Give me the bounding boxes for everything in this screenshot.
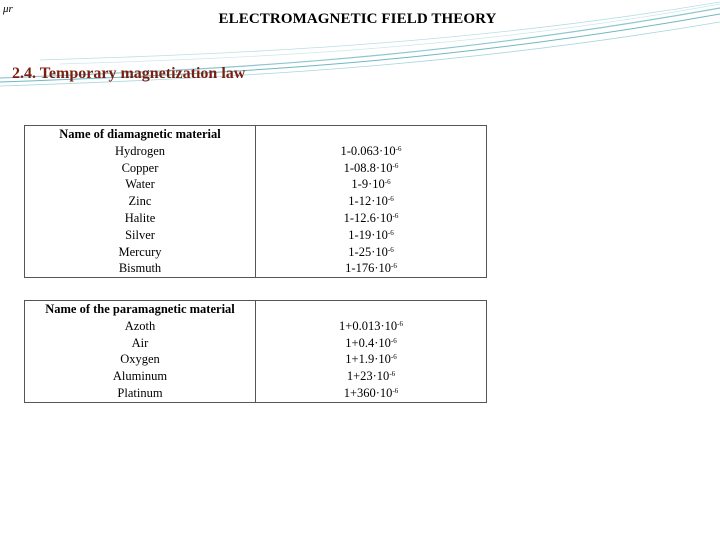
material-name: Hydrogen [115,143,165,158]
material-name: Platinum [117,385,163,400]
permeability-value: $1+23\cdot 10^{-6}$ [346,369,396,384]
material-name: Air [131,335,149,350]
material-name: Aluminum [112,369,168,384]
permeability-value: $1+1.9\cdot 10^{-6}$ [345,352,397,367]
material-name: Silver [125,227,155,242]
material-name: Copper [121,160,159,175]
permeability-value: $1-9\cdot 10^{-6}$ [351,177,391,192]
permeability-value: $1-25\cdot 10^{-6}$ [348,244,394,259]
paramagnetic-table [24,300,487,403]
table-header: Name of diamagnetic material [59,127,221,141]
material-name: Bismuth [118,261,162,276]
material-name: Water [125,177,155,192]
permeability-value: $1-176\cdot 10^{-6}$ [345,261,397,276]
material-names-cell [25,301,256,403]
diamagnetic-table [24,125,487,278]
table-row [25,126,487,278]
material-name: Halite [124,210,156,225]
permeability-value: $1-0.063\cdot 10^{-6}$ [340,143,402,158]
permeability-values-cell [256,126,487,278]
page-title: ELECTROMAGNETIC FIELD THEORY [218,11,497,27]
permeability-value: $1-19\cdot 10^{-6}$ [348,227,394,242]
material-name: Mercury [118,244,162,259]
permeability-values-cell [256,301,487,403]
permeability-value: $1+360\cdot 10^{-6}$ [343,385,399,400]
permeability-value: $1+0.4\cdot 10^{-6}$ [345,335,397,350]
material-name: Zinc [128,194,152,209]
permeability-value: $1-12.6\cdot 10^{-6}$ [343,210,399,225]
mu-r-symbol: μr [3,3,13,15]
material-name: Oxygen [120,352,160,367]
table-row [25,301,487,403]
permeability-value: $1+0.013\cdot 10^{-6}$ [339,318,403,333]
permeability-value: $1-12\cdot 10^{-6}$ [348,194,394,209]
permeability-value: $1-08.8\cdot 10^{-6}$ [343,160,399,175]
table-header: Name of the paramagnetic material [45,302,235,316]
material-names-cell [25,126,256,278]
material-name: Azoth [124,318,156,333]
section-title: 2.4. Temporary magnetization law [12,65,246,82]
